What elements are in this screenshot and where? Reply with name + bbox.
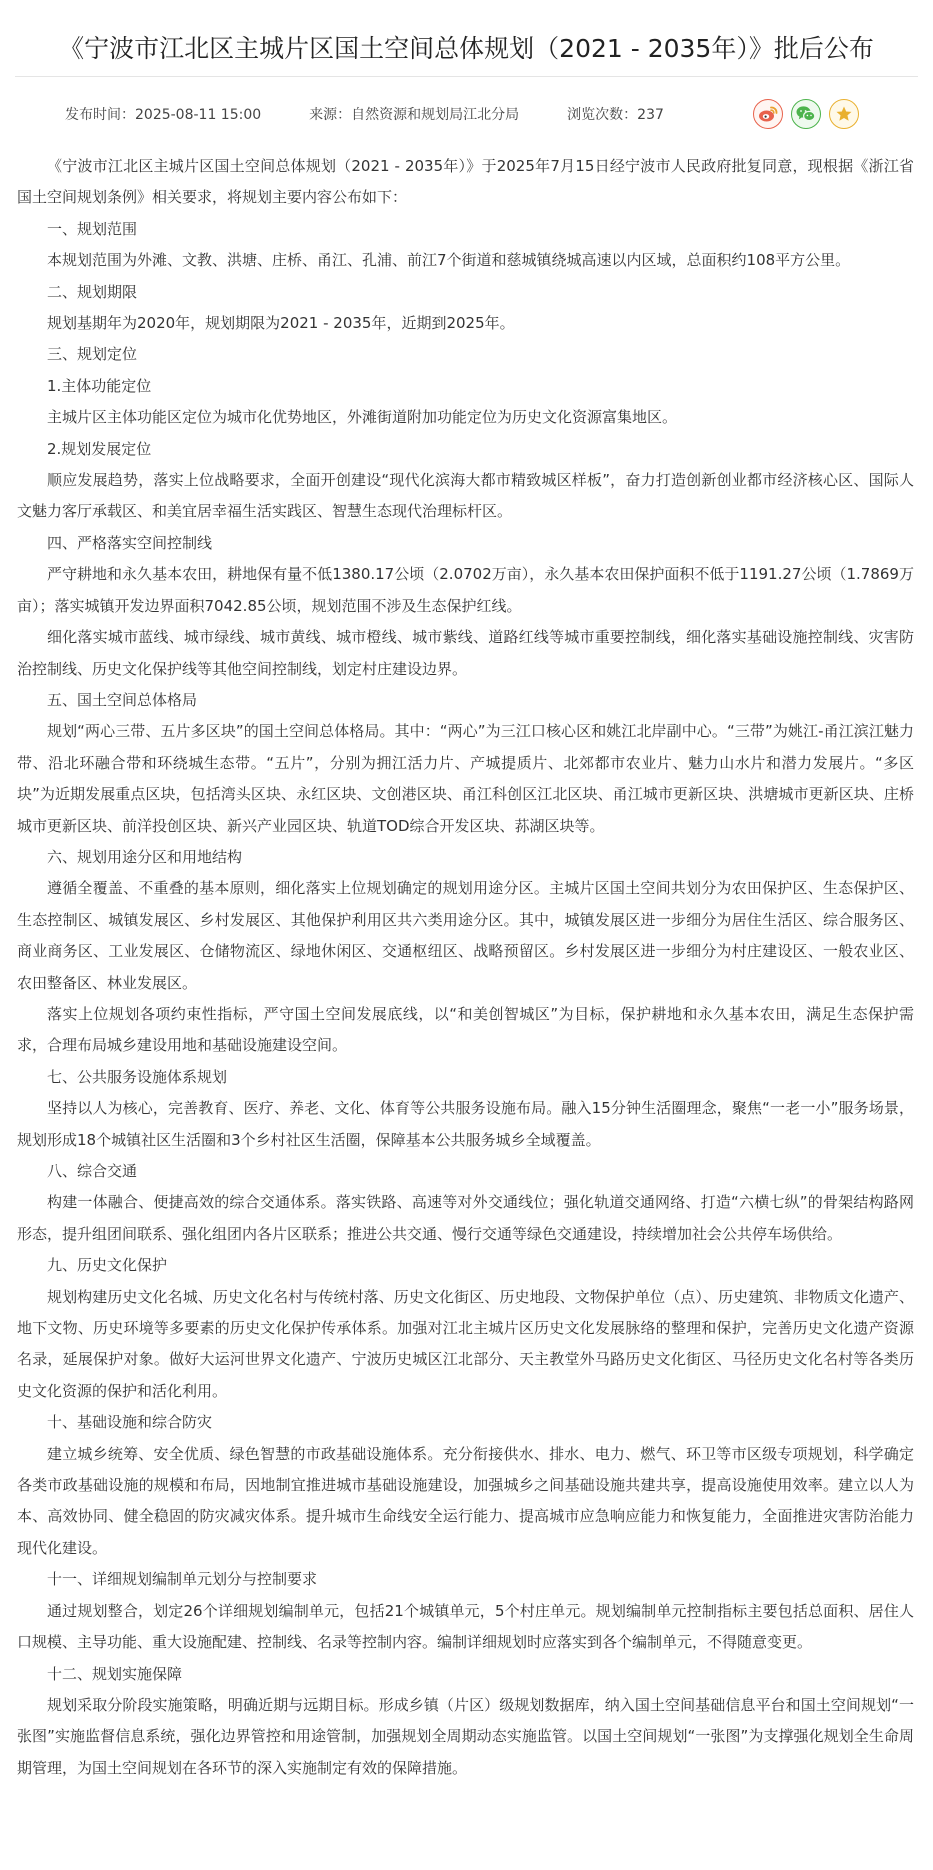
paragraph: 构建一体融合、便捷高效的综合交通体系。落实铁路、高速等对外交通线位；强化轨道交通网络、打造“六横七纵”的骨架结构路网形态，提升组团间联系、强化组团内各片区联系；推进公共交通、慢行交通等绿色交通建设，持续增加社会公共停车场供给。 bbox=[17, 1193, 914, 1243]
paragraph: 规划构建历史文化名城、历史文化名村与传统村落、历史文化街区、历史地段、文物保护单位（点）、历史建筑、非物质文化遗产、地下文物、历史环境等多要素的历史文化保护传承体系。加强对江北主城片区历史文化发展脉络的整理和保护，完善历史文化遗产资源名录，延展保护对象。做好大运河世界文化遗产、宁波历史城区江北部分、天主教堂外马路历史文化街区、马径历史文化名村等各类历史文化资源的保护和活化利用。 bbox=[17, 1287, 914, 1400]
wechat-share-button[interactable] bbox=[791, 99, 821, 129]
paragraph: 《宁波市江北区主城片区国土空间总体规划（2021 - 2035年）》于2025年7月15日经宁波市人民政府批复同意，现根据《浙江省国土空间规划条例》相关要求，将规划主要内容公布如下： bbox=[17, 157, 914, 207]
section-heading: 七、公共服务设施体系规划 bbox=[47, 1067, 228, 1086]
section-heading: 十、基础设施和综合防灾 bbox=[47, 1413, 213, 1432]
view-count: 浏览次数：237 bbox=[567, 107, 664, 123]
section-heading: 二、规划期限 bbox=[47, 282, 138, 301]
section-heading: 五、国土空间总体格局 bbox=[47, 690, 198, 709]
star-icon bbox=[835, 105, 853, 123]
section-heading: 九、历史文化保护 bbox=[47, 1256, 168, 1275]
section-heading: 十一、详细规划编制单元划分与控制要求 bbox=[47, 1570, 318, 1589]
paragraph: 坚持以人为核心，完善教育、医疗、养老、文化、体育等公共服务设施布局。融入15分钟生活圈理念，聚焦“一老一小”服务场景，规划形成18个城镇社区生活圈和3个乡村社区生活圈，保障基本公共服务城乡全域覆盖。 bbox=[17, 1099, 914, 1149]
paragraph: 严守耕地和永久基本农田，耕地保有量不低1380.17公顷（2.0702万亩），永久基本农田保护面积不低于1191.27公顷（1.7869万亩）；落实城镇开发边界面积7042.85公顷，规划范围不涉及生态保护红线。 bbox=[17, 565, 914, 615]
section-heading: 三、规划定位 bbox=[47, 345, 138, 364]
paragraph: 规划“两心三带、五片多区块”的国土空间总体格局。其中：“两心”为三江口核心区和姚江北岸副中心。“三带”为姚江-甬江滨江魅力带、沿北环融合带和环绕城生态带。“五片”，分别为拥江活力片、产城提质片、北郊都市农业片、魅力山水片和潜力发展片。“多区块”为近期发展重点区块，包括湾头区块、永红区块、文创港区块、甬江科创区江北区块、甬江城市更新区块、洪塘城市更新区块、庄桥城市更新区块、前洋投创区块、新兴产业园区块、轨道TOD综合开发区块、荪湖区块等。 bbox=[17, 722, 914, 835]
subsection-heading: 2.规划发展定位 bbox=[47, 439, 152, 458]
wechat-icon bbox=[796, 105, 816, 123]
article-source: 来源：自然资源和规划局江北分局 bbox=[309, 107, 520, 123]
weibo-icon bbox=[758, 105, 778, 123]
subsection-heading: 1.主体功能定位 bbox=[47, 376, 152, 395]
paragraph: 通过规划整合，划定26个详细规划编制单元，包括21个城镇单元，5个村庄单元。规划编制单元控制指标主要包括总面积、居住人口规模、主导功能、重大设施配建、控制线、名录等控制内容。编制详细规划时应落实到各个编制单元，不得随意变更。 bbox=[17, 1601, 914, 1652]
paragraph: 规划采取分阶段实施策略，明确近期与远期目标。形成乡镇（片区）级规划数据库，纳入国土空间基础信息平台和国土空间规划“一张图”实施监督信息系统，强化边界管控和用途管制，加强规划全周期动态实施监管。以国土空间规划“一张图”为支撑强化规划全生命周期管理，为国土空间规划在各环节的深入实施制定有效的保障措施。 bbox=[17, 1695, 914, 1777]
article-meta bbox=[17, 77, 916, 151]
paragraph: 细化落实城市蓝线、城市绿线、城市黄线、城市橙线、城市紫线、道路红线等城市重要控制线，细化落实基础设施控制线、灾害防治控制线、历史文化保护线等其他空间控制线，划定村庄建设边界。 bbox=[17, 628, 914, 678]
paragraph: 建立城乡统筹、安全优质、绿色智慧的市政基础设施体系。充分衔接供水、排水、电力、燃气、环卫等市区级专项规划，科学确定各类市政基础设施的规模和布局，因地制宜推进城市基础设施建设，加强城乡之间基础设施共建共享，提高设施使用效率。建立以人为本、高效协同、健全稳固的防灾减灾体系。提升城市生命线安全运行能力、提高城市应急响应能力和恢复能力，全面推进灾害防治能力现代化建设。 bbox=[17, 1444, 914, 1557]
share-bar bbox=[745, 99, 859, 129]
section-heading: 六、规划用途分区和用地结构 bbox=[47, 847, 243, 866]
paragraph: 规划基期年为2020年，规划期限为2021 - 2035年，近期到2025年。 bbox=[47, 314, 515, 333]
paragraph: 本规划范围为外滩、文教、洪塘、庄桥、甬江、孔浦、前江7个街道和慈城镇绕城高速以内区域，总面积约108平方公里。 bbox=[47, 251, 851, 270]
section-heading: 十二、规划实施保障 bbox=[47, 1664, 183, 1683]
paragraph: 落实上位规划各项约束性指标，严守国土空间发展底线，以“和美创智城区”为目标，保护耕地和永久基本农田，满足生态保护需求，合理布局城乡建设用地和基础设施建设空间。 bbox=[17, 1004, 914, 1055]
section-heading: 四、严格落实空间控制线 bbox=[47, 533, 213, 552]
paragraph: 遵循全覆盖、不重叠的基本原则，细化落实上位规划确定的规划用途分区。主城片区国土空间共划分为农田保护区、生态保护区、生态控制区、城镇发展区、乡村发展区、其他保护利用区共六类用途分区。其中，城镇发展区进一步细分为居住生活区、综合服务区、商业商务区、工业发展区、仓储物流区、绿地休闲区、交通枢纽区、战略预留区。乡村发展区进一步细分为村庄建设区、一般农业区、农田整备区、林业发展区。 bbox=[17, 879, 914, 992]
article-title: 《宁波市江北区主城片区国土空间总体规划（2021 - 2035年）》批后公布 bbox=[59, 34, 874, 63]
paragraph: 主城片区主体功能区定位为城市化优势地区，外滩街道附加功能定位为历史文化资源富集地区。 bbox=[47, 408, 678, 427]
article-body bbox=[17, 151, 916, 1784]
section-heading: 八、综合交通 bbox=[47, 1162, 138, 1180]
publish-time: 发布时间：2025-08-11 15:00 bbox=[65, 107, 262, 123]
weibo-share-button[interactable] bbox=[753, 99, 783, 129]
favorite-button[interactable] bbox=[829, 99, 859, 129]
paragraph: 顺应发展趋势，落实上位战略要求，全面开创建设“现代化滨海大都市精致城区样板”，奋力打造创新创业都市经济核心区、国际人文魅力客厅承载区、和美宜居幸福生活实践区、智慧生态现代治理标杆区。 bbox=[17, 471, 914, 521]
section-heading: 一、规划范围 bbox=[47, 219, 138, 238]
